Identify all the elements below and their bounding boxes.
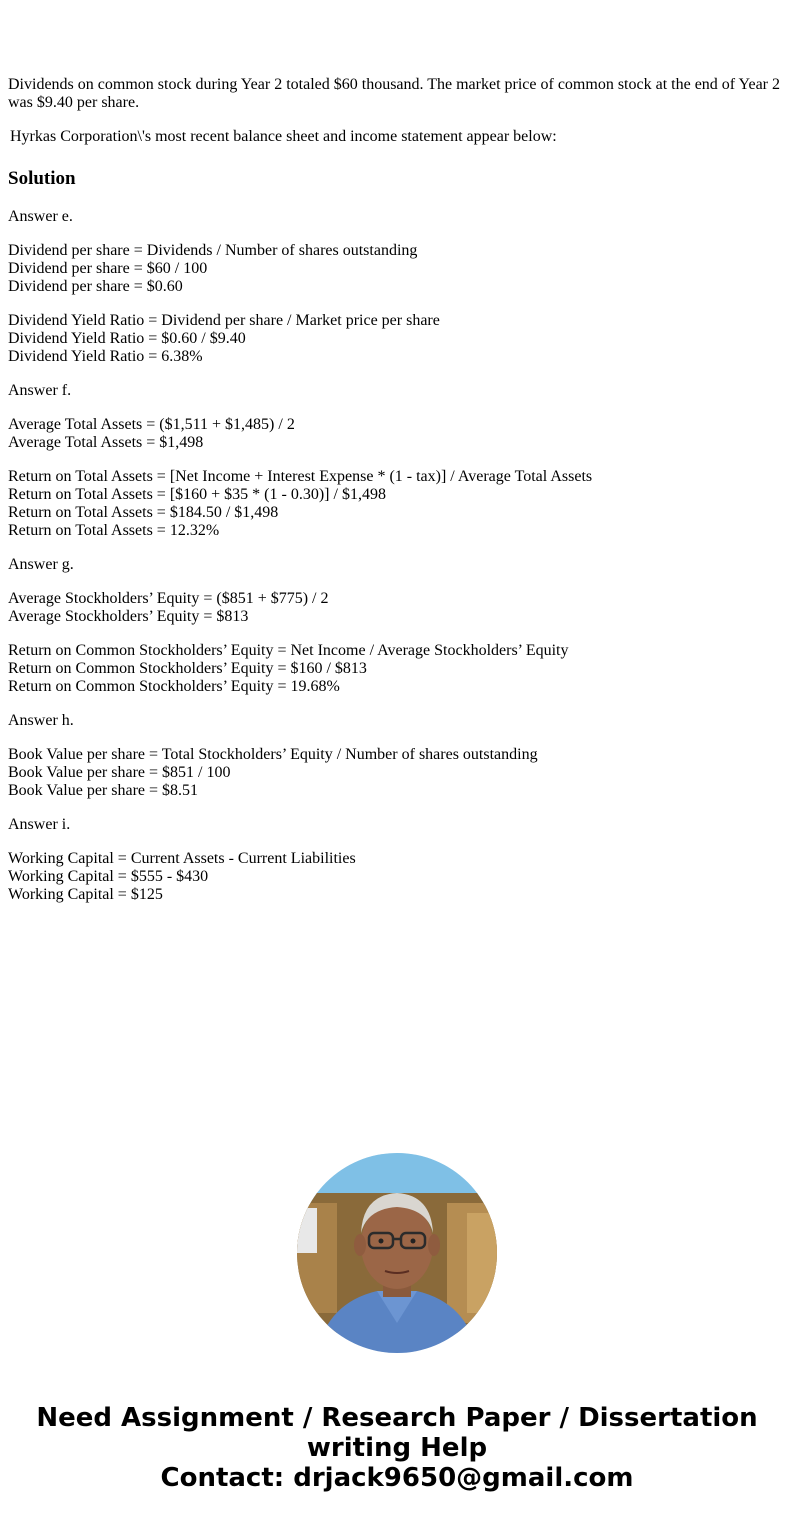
- calculation-block: [8, 242, 786, 296]
- portrait-image: [297, 1153, 497, 1353]
- answer-label: Answer g.: [8, 556, 74, 573]
- calculation-line: Average Stockholders’ Equity = $813: [8, 608, 249, 625]
- calculation-line: Dividend per share = $60 / 100: [8, 260, 208, 277]
- calculation-line: Dividend Yield Ratio = $0.60 / $9.40: [8, 330, 246, 347]
- answer-label: Answer f.: [8, 382, 72, 399]
- question-subintro: Hyrkas Corporation\'s most recent balance sheet and income statement appear below:: [10, 128, 557, 145]
- calculation-block: [8, 642, 786, 696]
- calculation-line: Average Total Assets = ($1,511 + $1,485) / 2: [8, 416, 295, 433]
- calculation-line: Return on Total Assets = [Net Income + Interest Expense * (1 - tax)] / Average Total Assets: [8, 468, 593, 485]
- calculation-line: Return on Common Stockholders’ Equity = $160 / $813: [8, 660, 367, 677]
- calculation-line: Return on Total Assets = $184.50 / $1,498: [8, 504, 279, 521]
- calculation-block: [8, 468, 786, 540]
- calculation-block: [8, 746, 786, 800]
- calculation-line: Working Capital = $125: [8, 886, 163, 903]
- calculation-line: Book Value per share = $851 / 100: [8, 764, 231, 781]
- calculation-line: Book Value per share = $8.51: [8, 782, 199, 799]
- answer-label: Answer i.: [8, 816, 71, 833]
- calculation-line: Dividend per share = $0.60: [8, 278, 183, 295]
- calculation-line: Book Value per share = Total Stockholders’ Equity / Number of shares outstanding: [8, 746, 538, 763]
- calculation-line: Working Capital = $555 - $430: [8, 868, 209, 885]
- calculation-line: Return on Common Stockholders’ Equity = Net Income / Average Stockholders’ Equity: [8, 642, 569, 659]
- answer-sections: [8, 208, 786, 904]
- cta-line-2: writing Help: [306, 1433, 488, 1463]
- calculation-line: Average Stockholders’ Equity = ($851 + $775) / 2: [8, 590, 329, 607]
- author-photo: [297, 1153, 497, 1353]
- calculation-block: [8, 850, 786, 904]
- calculation-line: Average Total Assets = $1,498: [8, 434, 204, 451]
- cta-contact-email[interactable]: Contact: drjack9650@gmail.com: [160, 1463, 634, 1493]
- solution-document: [8, 76, 786, 920]
- answer-label: Answer h.: [8, 712, 74, 729]
- calculation-block: [8, 416, 786, 452]
- calculation-line: Dividend Yield Ratio = 6.38%: [8, 348, 203, 365]
- calculation-line: Return on Common Stockholders’ Equity = 19.68%: [8, 678, 340, 695]
- contact-banner: [0, 1403, 794, 1493]
- calculation-line: Return on Total Assets = [$160 + $35 * (1 - 0.30)] / $1,498: [8, 486, 386, 503]
- cta-line-1: Need Assignment / Research Paper / Dissertation: [36, 1403, 758, 1433]
- solution-heading: Solution: [8, 168, 76, 189]
- calculation-block: [8, 312, 786, 366]
- calculation-line: Dividend per share = Dividends / Number of shares outstanding: [8, 242, 418, 259]
- calculation-line: Working Capital = Current Assets - Current Liabilities: [8, 850, 356, 867]
- calculation-block: [8, 590, 786, 626]
- answer-label: Answer e.: [8, 208, 73, 225]
- calculation-line: Dividend Yield Ratio = Dividend per share / Market price per share: [8, 312, 440, 329]
- question-intro: Dividends on common stock during Year 2 totaled $60 thousand. The market price of common stock at the end of Year 2 was $9.40 per share.: [8, 76, 781, 111]
- calculation-line: Return on Total Assets = 12.32%: [8, 522, 220, 539]
